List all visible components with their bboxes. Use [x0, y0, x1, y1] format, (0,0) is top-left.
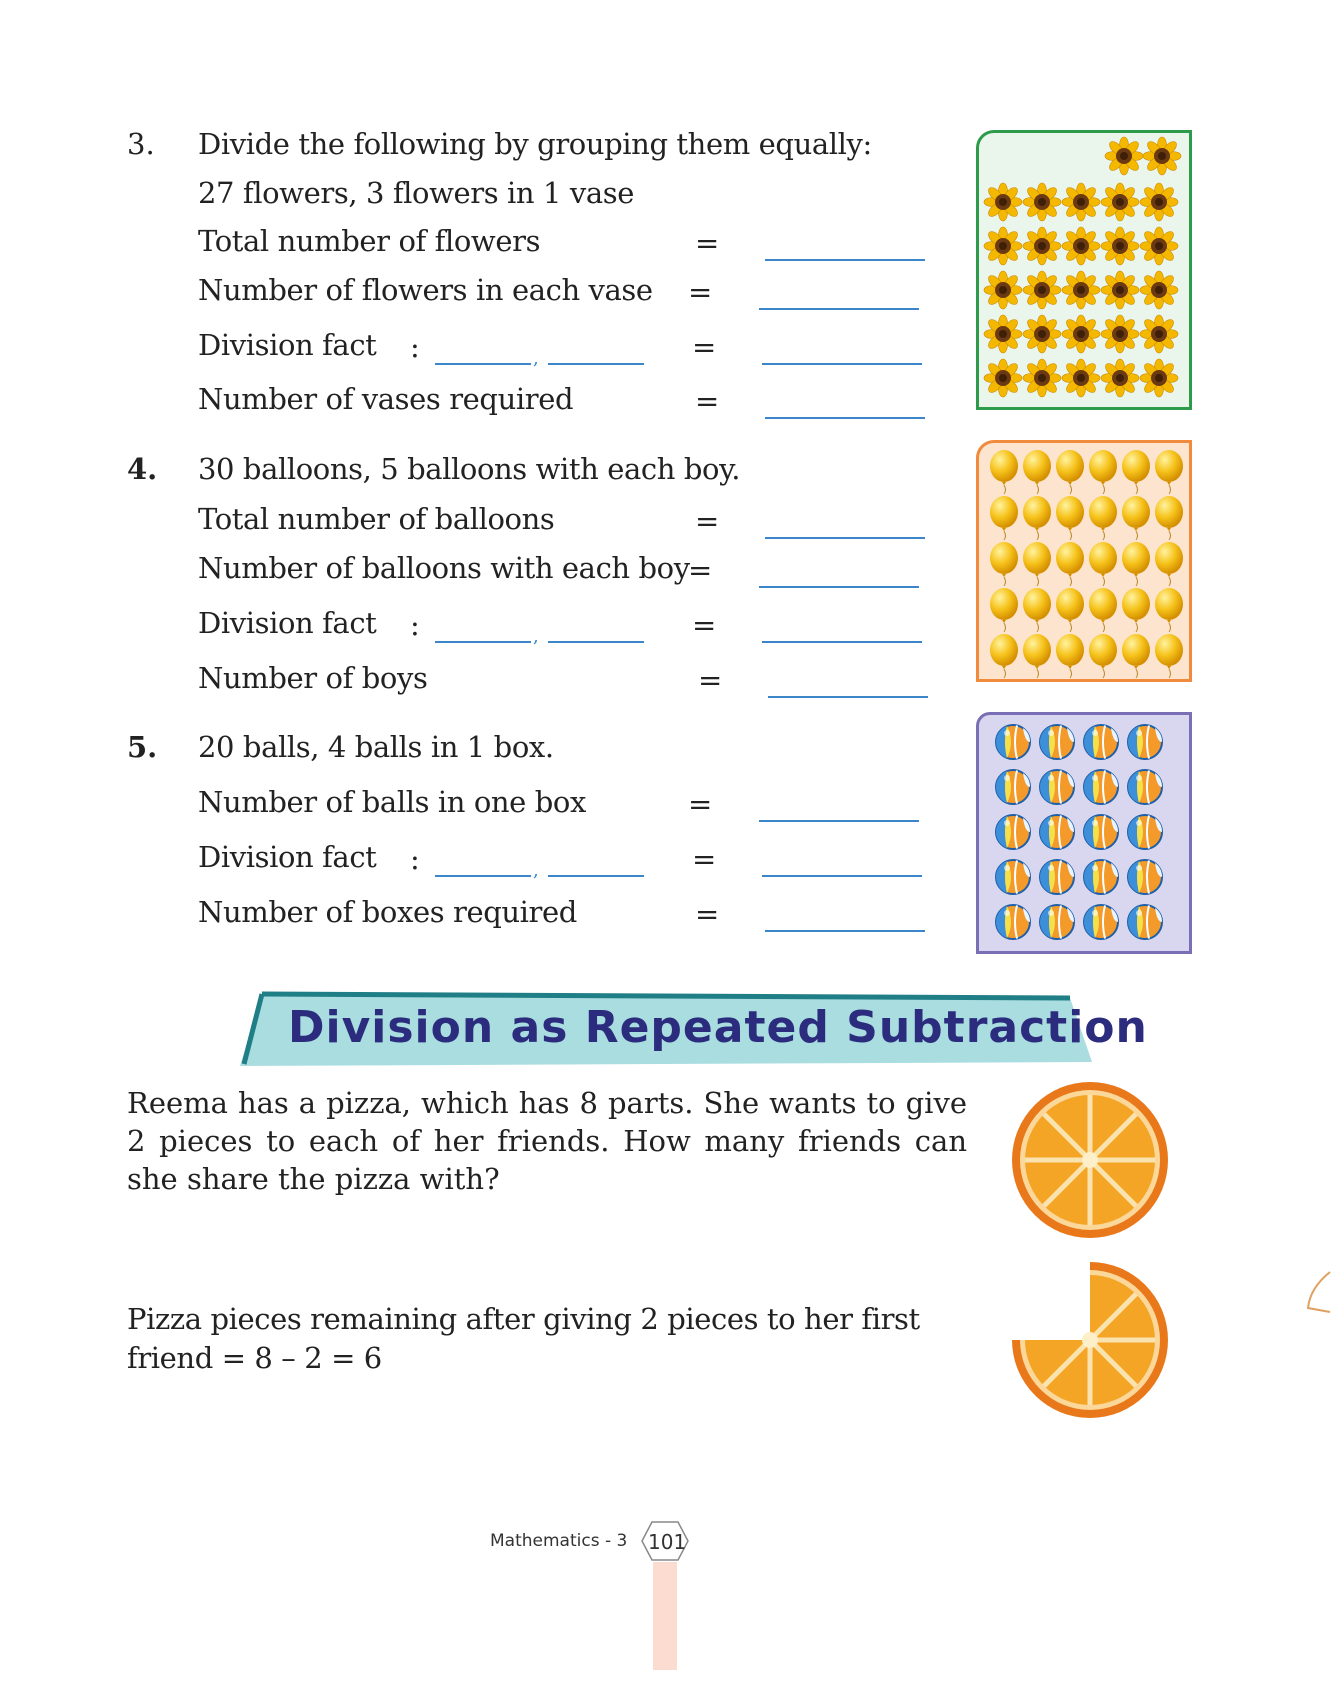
balloons-grid	[976, 440, 1192, 682]
colon: :	[410, 842, 420, 876]
equals-sign: =	[695, 897, 720, 931]
q3-row-label: Number of vases required	[198, 382, 574, 416]
whole-pizza	[1010, 1080, 1170, 1240]
q3-number: 3.	[127, 127, 155, 161]
step1-line2: friend = 8 – 2 = 6	[127, 1341, 382, 1375]
answer-blank[interactable]	[759, 586, 919, 588]
ball-rows	[996, 725, 1162, 939]
q5-row-label: Division fact	[198, 840, 377, 874]
q4-row-label: Division fact	[198, 606, 377, 640]
step1-line1: Pizza pieces remaining after giving 2 pieces to her first	[127, 1302, 920, 1336]
story-paragraph: Reema has a pizza, which has 8 parts. She wants to give 2 pieces to each of her friends. How many friends can she share the pizza with?	[127, 1086, 967, 1196]
section-heading-banner	[240, 990, 1148, 1070]
division-blank-dividend[interactable]	[435, 363, 531, 365]
answer-blank[interactable]	[768, 696, 928, 698]
q3-row-label: Total number of flowers	[198, 224, 541, 258]
q4-row-label: Total number of balloons	[198, 502, 555, 536]
equals-sign: =	[688, 553, 713, 587]
equals-sign: =	[688, 787, 713, 821]
q5-row-label: Number of balls in one box	[198, 785, 586, 819]
equals-sign: =	[692, 330, 717, 364]
answer-blank[interactable]	[759, 820, 919, 822]
flower-rows	[984, 183, 1178, 397]
q4-row-label: Number of boys	[198, 661, 428, 695]
answer-blank[interactable]	[765, 259, 925, 261]
division-blank-dividend[interactable]	[435, 875, 531, 877]
section-title: Division as Repeated Subtraction	[288, 1002, 1148, 1053]
q3-title: Divide the following by grouping them equally:	[198, 127, 872, 161]
q3-subtitle: 27 flowers, 3 flowers in 1 vase	[198, 176, 634, 210]
answer-blank[interactable]	[765, 417, 925, 419]
q5-row-label: Number of boxes required	[198, 895, 577, 929]
equals-sign: =	[695, 384, 720, 418]
balls-grid	[976, 712, 1192, 954]
answer-blank[interactable]	[765, 537, 925, 539]
answer-blank[interactable]	[762, 875, 922, 877]
sunflower-icon	[1105, 137, 1143, 175]
division-blank-divisor[interactable]	[548, 875, 644, 877]
q4-number: 4.	[127, 452, 158, 486]
answer-blank[interactable]	[765, 930, 925, 932]
comma: ,	[533, 348, 539, 369]
q3-row-label: Number of flowers in each vase	[198, 273, 653, 307]
pizza-missing-slice	[1010, 1260, 1170, 1420]
division-blank-dividend[interactable]	[435, 641, 531, 643]
footer-tab	[653, 1562, 677, 1670]
orange-pizza-icon	[1012, 1262, 1168, 1418]
q5-title: 20 balls, 4 balls in 1 box.	[198, 730, 554, 764]
page-edge-mark	[1300, 1268, 1332, 1316]
q4-row-label: Number of balloons with each boy	[198, 551, 690, 585]
division-blank-divisor[interactable]	[548, 363, 644, 365]
q3-row-label: Division fact	[198, 328, 377, 362]
equals-sign: =	[692, 608, 717, 642]
comma: ,	[533, 860, 539, 881]
sunflower-icon	[1143, 137, 1181, 175]
division-blank-divisor[interactable]	[548, 641, 644, 643]
q5-number: 5.	[127, 730, 158, 764]
q4-title: 30 balloons, 5 balloons with each boy.	[198, 452, 741, 486]
equals-sign: =	[698, 663, 723, 697]
page-number: 101	[648, 1530, 687, 1554]
colon: :	[410, 608, 420, 642]
footer-book-title: Mathematics - 3	[490, 1531, 628, 1551]
answer-blank[interactable]	[759, 308, 919, 310]
orange-pizza-icon	[1012, 1082, 1168, 1238]
balloon-rows	[990, 450, 1183, 678]
colon: :	[410, 330, 420, 364]
equals-sign: =	[688, 275, 713, 309]
equals-sign: =	[692, 842, 717, 876]
comma: ,	[533, 626, 539, 647]
answer-blank[interactable]	[762, 641, 922, 643]
equals-sign: =	[695, 226, 720, 260]
answer-blank[interactable]	[762, 363, 922, 365]
flowers-grid	[976, 130, 1192, 410]
equals-sign: =	[695, 504, 720, 538]
